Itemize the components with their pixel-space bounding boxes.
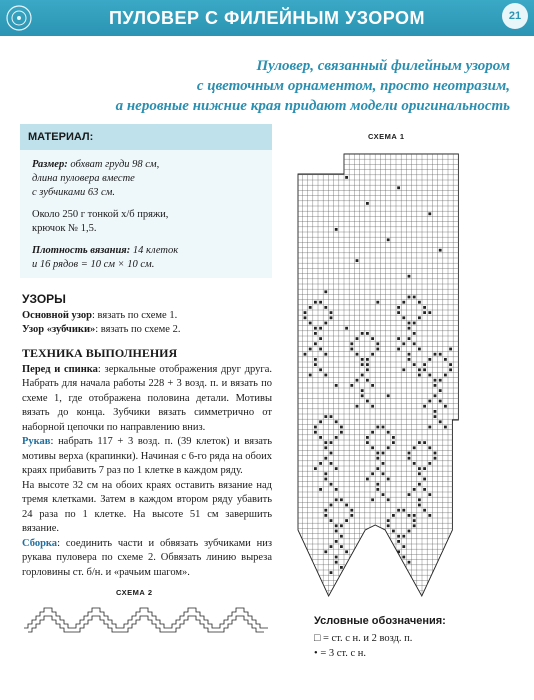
patterns-title: УЗОРЫ (22, 292, 66, 306)
yarn-text: Около 250 г тонкой х/б пряжи, (32, 209, 169, 220)
size-label: Размер: (32, 159, 68, 170)
teeth-pattern-label: Узор «зубчики» (22, 324, 96, 335)
legend-item (314, 631, 446, 646)
material-title: МАТЕРИАЛ: (28, 131, 94, 143)
teeth-pattern-text: : вязать по схеме 2. (95, 324, 181, 335)
density-label: Плотность вязания: (32, 245, 131, 256)
intro-line: Пуловер, связанный филейным узором (256, 58, 510, 74)
scheme2-zigzag (24, 608, 268, 628)
front-text: : зеркальные отображения друг друга. Набрать для начала работы 228 + 3 возд. п. и вязать по схеме 1, где отображена половина детали. Мотивы вязать до конца. Зубчики вязать симметрично от наборной цепочки по направлению вниз. (22, 363, 272, 433)
scheme1-outline (298, 154, 458, 596)
material-text (32, 158, 272, 280)
assembly-text: : соединить части и обвязать зубчиками низ рукава пуловера по схеме 2. Обвязать линию выреза горловины ст. б/н. и «рачьим шагом». (22, 537, 272, 578)
material-header (20, 124, 272, 150)
scheme2-diagram (22, 602, 272, 642)
legend (314, 614, 446, 661)
open-mesh-icon: □ (314, 633, 321, 644)
size-text: длина пуловера вместе (32, 173, 135, 184)
size-text: с зубчиками 63 см. (32, 187, 115, 198)
legend-title: Условные обозначения: (314, 615, 446, 627)
intro-line: а неровные нижние края придают модели оригинальность (115, 98, 510, 114)
scheme1-title: СХЕМА 1 (368, 132, 405, 141)
legend-text: = 3 ст. с н. (317, 648, 366, 659)
scheme1-diagram (292, 150, 462, 602)
filled-block-icon: • (314, 648, 318, 659)
intro-line: с цветочным орнаментом, просто неотразим, (196, 78, 510, 94)
density-text: и 16 рядов = 10 см × 10 см. (32, 259, 155, 270)
scheme2-title: СХЕМА 2 (116, 588, 153, 597)
sleeves-text: : набрать 117 + 3 возд. п. (39 клеток) и вязать мотивы верха (крапинки). Начиная с 6-го ряда на обоих краях прибавить 7 раз по 1 клетке в каждом ряду. (22, 436, 272, 476)
legend-item (314, 646, 446, 661)
main-pattern-label: Основной узор (22, 309, 93, 321)
yarn-text: крючок № 1,5. (32, 223, 97, 234)
technique-paragraph: На высоте 32 см на обоих краях оставить вязание над тремя клетками. Затем в каждом втором ряду убавить 24 раза по 1 клетке. На высоте 51 см завершить вязание. (22, 479, 272, 534)
size-text: обхват груди 98 см, (67, 159, 160, 170)
density-text: 14 клеток (130, 245, 179, 256)
assembly-label: Сборка (22, 537, 58, 549)
legend-text: = ст. с н. и 2 возд. п. (320, 633, 413, 644)
scheme2-zigzag-inner (28, 616, 264, 632)
intro-text (40, 56, 510, 116)
sleeves-label: Рукав (22, 436, 51, 447)
page-number: 21 (502, 3, 528, 29)
patterns-section (22, 292, 272, 338)
front-label: Перед и спинка (22, 363, 98, 375)
page-title: ПУЛОВЕР С ФИЛЕЙНЫМ УЗОРОМ (108, 8, 426, 28)
main-pattern-text: : вязать по схеме 1. (92, 309, 178, 321)
technique-section (22, 346, 272, 580)
technique-title: ТЕХНИКА ВЫПОЛНЕНИЯ (22, 346, 178, 360)
page-header (0, 0, 534, 36)
